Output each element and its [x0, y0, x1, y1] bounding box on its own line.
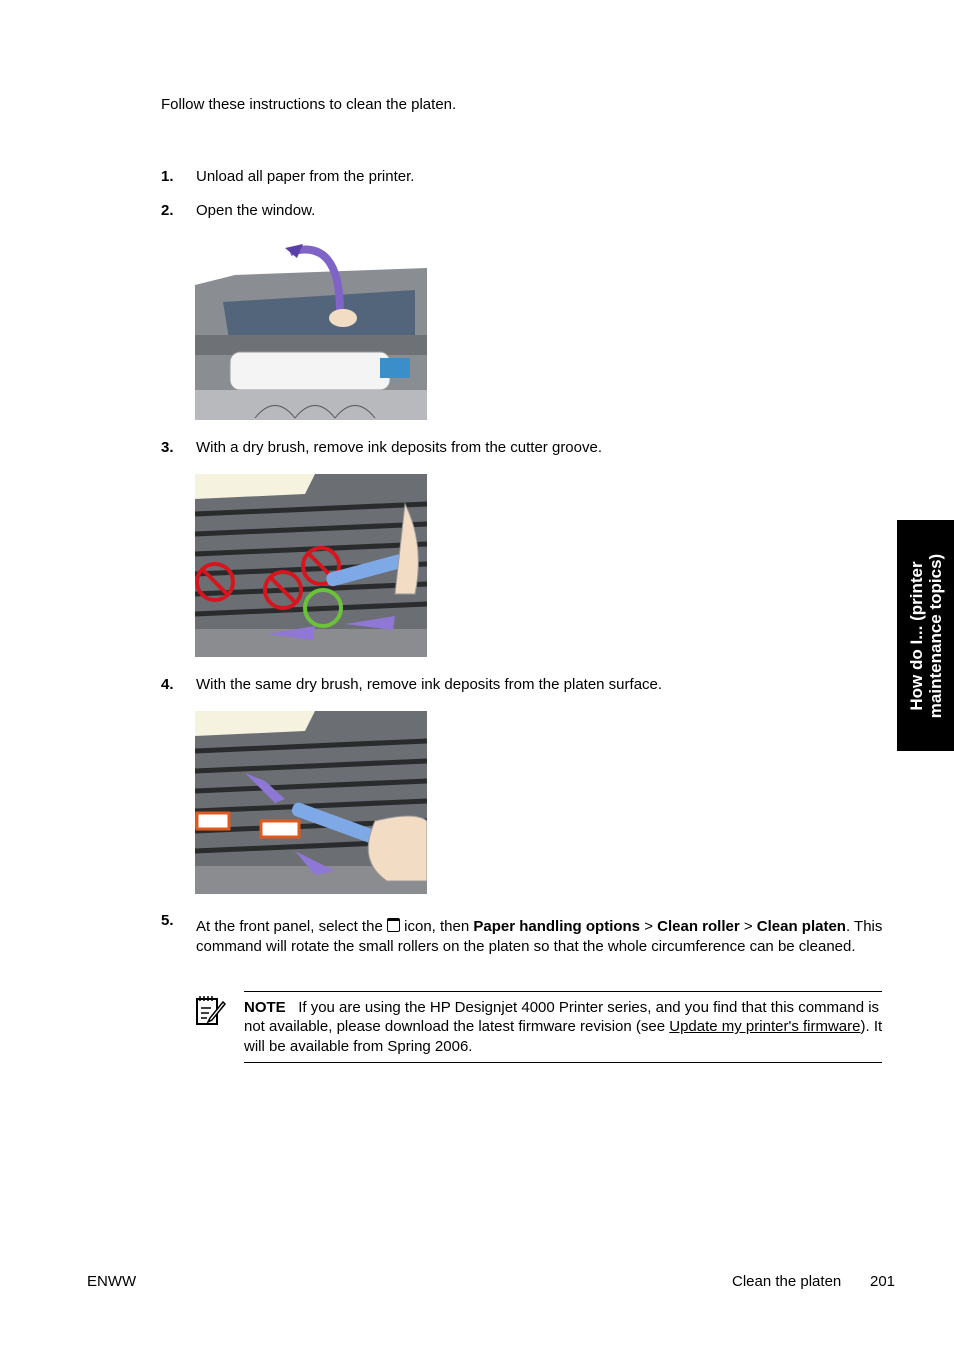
open-window-illustration [195, 240, 427, 420]
step-text: Unload all paper from the printer. [196, 168, 415, 185]
step-text: With the same dry brush, remove ink deposits from the platen surface. [196, 676, 663, 693]
paper-icon [387, 918, 400, 932]
note-icon [195, 994, 227, 1026]
intro-text: Follow these instructions to clean the platen. [161, 96, 457, 113]
platen-surface-illustration [195, 711, 427, 894]
step-text: Open the window. [196, 202, 316, 219]
cutter-groove-illustration [195, 474, 427, 657]
note-label: NOTE [244, 999, 286, 1016]
side-chapter-tab: How do I... (printer maintenance topics) [897, 520, 954, 751]
note-bottom-rule [244, 1062, 882, 1063]
menu-path-clean-roller: Clean roller [657, 918, 740, 935]
note-text: NOTE If you are using the HP Designjet 4000 Printer series, and you find that this command is not available, please download the latest firmware revision (see Update my printer's firmware). It will be available from Spring 2006. [244, 999, 883, 1055]
footer-left: ENWW [87, 1273, 137, 1290]
menu-path-clean-platen: Clean platen [756, 918, 846, 935]
step-number: 5. [161, 912, 174, 929]
step-number: 4. [161, 676, 174, 693]
step-number: 2. [161, 202, 174, 219]
note-top-rule [244, 991, 882, 992]
firmware-update-link[interactable]: Update my printer's firmware [669, 1018, 861, 1036]
step-text: With a dry brush, remove ink deposits from the cutter groove. [196, 439, 603, 456]
step-5-text: At the front panel, select the icon, then Paper handling options > Clean roller > Clean platen. This command will rotate the small rollers on the platen so that the whole circumference can be cleaned. [196, 918, 883, 955]
step-number: 3. [161, 439, 174, 456]
menu-path-paper-handling: Paper handling options [473, 918, 641, 935]
page-number: 201 [870, 1273, 896, 1290]
footer-section: Clean the platen [732, 1273, 842, 1290]
step-number: 1. [161, 168, 174, 185]
